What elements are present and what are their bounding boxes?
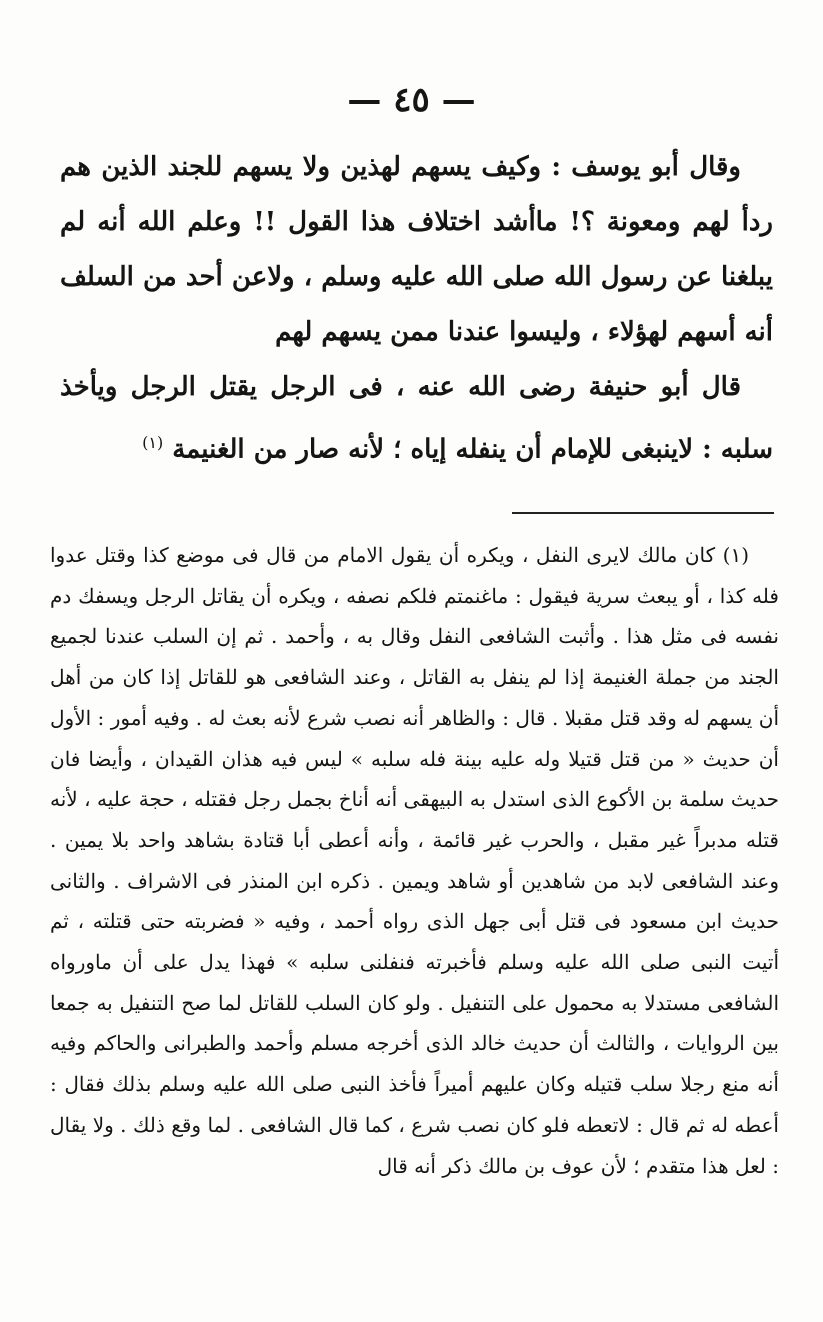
footnote-reference: (١): [142, 433, 164, 452]
footnote-divider: [512, 512, 774, 514]
main-paragraph: [60, 360, 773, 478]
footnote-text: (١) كان مالك لايرى النفل ، ويكره أن يقول الامام من قال فى موضع كذا وقتل عدوا فله كذا ، أو يبعث سرية فيقول : ماغنمتم فلكم نصفه ، ويكره أن يقاتل الرجل ويسفك دم نفسه فى مثل هذا . وأثبت الشافعى النفل وقال به ، وأحمد . ثم إن السلب عندنا لجميع الجند من جملة الغنيمة إذا لم ينفل به القاتل ، وعند الشافعى هو للقاتل إذا كان من أهل أن يسهم له وقد قتل مقبلا . قال : والظاهر أنه نصب شرع لأنه بعث له . وفيه أمور : الأول أن حديث « من قتل قتيلا وله عليه بينة فله سلبه » ليس فيه هذان القيدان ، وأيضا فان حديث سلمة بن الأكوع الذى استدل به البيهقى أنه أناخ بجمل رجل فقتله ، حجة عليه ، لأنه قتله مدبراً غير مقبل ، والحرب غير قائمة ، وأنه أعطى أبا قتادة بشاهد واحد بلا يمين . وعند الشافعى لابد من شاهدين أو شاهد ويمين . ذكره ابن المنذر فى الاشراف . والثانى حديث ابن مسعود فى قتل أبى جهل الذى رواه أحمد ، وفيه « فضربته حتى قتلته ، ثم أتيت النبى صلى الله عليه وسلم فأخبرته فنفلنى سلبه » فهذا يدل على أن ماورواه الشافعى مستدلا به محمول على التنفيل . ولو كان السلب للقاتل لما صح التنفيل به جمعا بين الروايات ، والثالث أن حديث خالد الذى أخرجه مسلم وأحمد والطبرانى والحاكم وفيه أنه منع رجلا سلب قتيله وكان عليهم أميراً فأخذ النبى صلى الله عليه وسلم بذلك فقال : أعطه له ثم قال : لاتعطه فلو كان نصب شرع ، كما قال الشافعى . لما وقع ذلك . ولا يقال : لعل هذا متقدم ؛ لأن عوف بن مالك ذكر أنه قال: [50, 543, 780, 1178]
footnote: [50, 535, 779, 1186]
page-number: — ٤٥ —: [347, 80, 476, 120]
main-text: [60, 140, 773, 478]
main-paragraph-text: قال أبو حنيفة رضى الله عنه ، فى الرجل يقتل الرجل ويأخذ سلبه : لاينبغى للإمام أن ينفله إياه ؛ لأنه صار من الغنيمة: [60, 372, 773, 465]
main-paragraph: وقال أبو يوسف : وكيف يسهم لهذين ولا يسهم للجند الذين هم ردأ لهم ومعونة ؟! ماأشد اختلاف هذا القول !! وعلم الله أنه لم يبلغنا عن رسول الله صلى الله عليه وسلم ، ولاعن أحد من السلف أنه أسهم لهؤلاء ، وليسوا عندنا ممن يسهم لهم: [60, 152, 773, 347]
